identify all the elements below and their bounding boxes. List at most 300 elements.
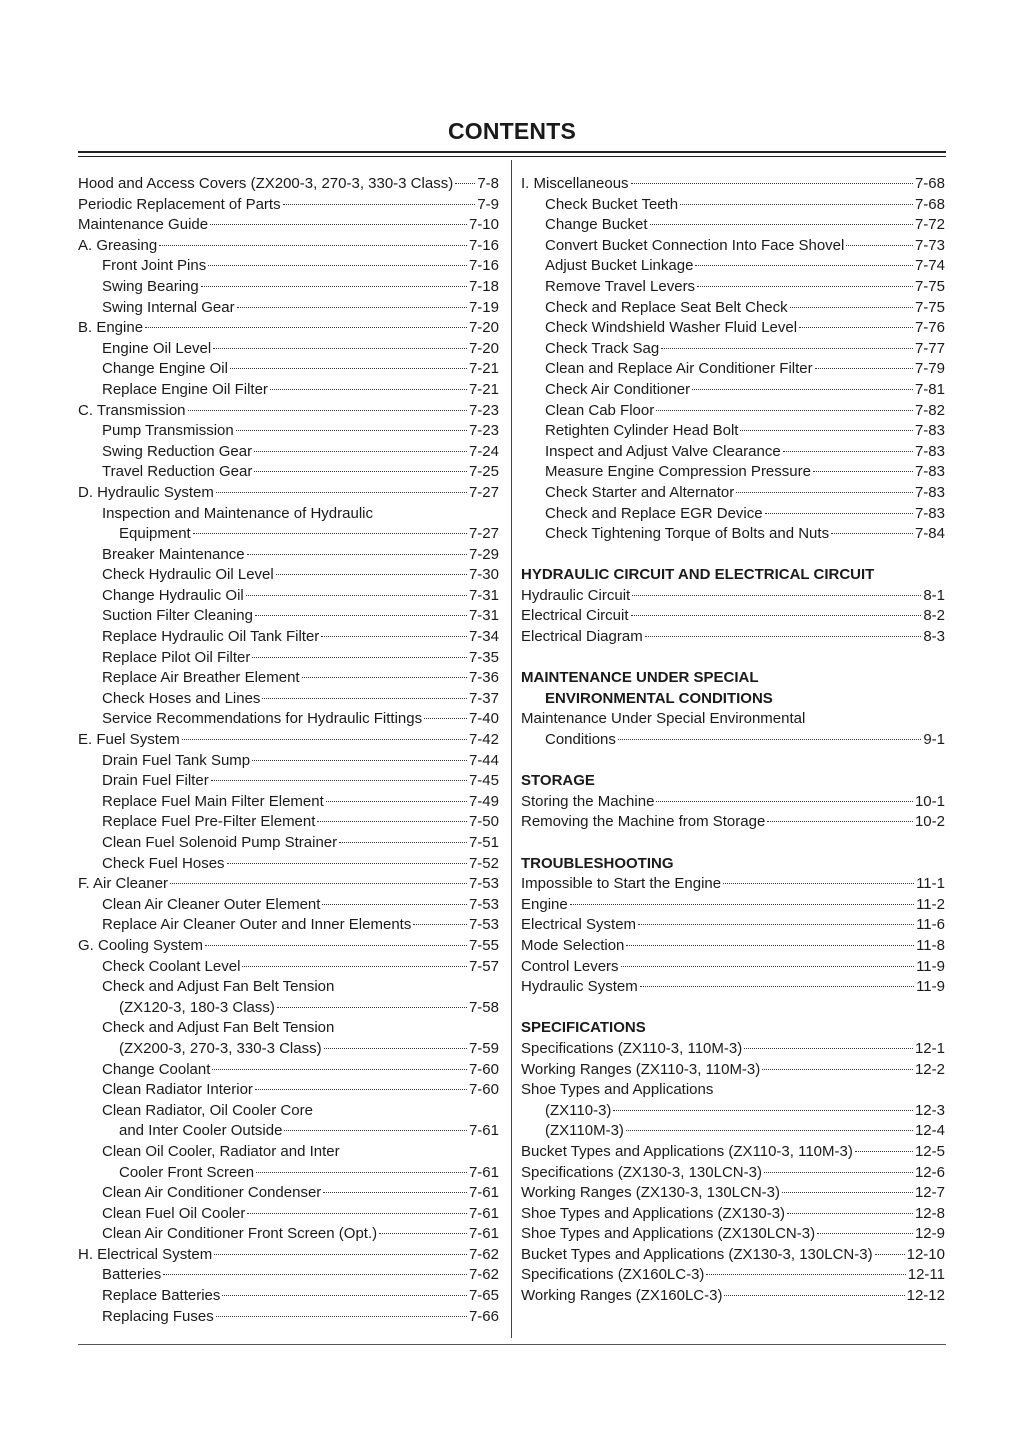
- toc-entry-label: Impossible to Start the Engine: [521, 875, 722, 893]
- dot-leader: [283, 204, 476, 205]
- toc-entry-page: 12-1: [914, 1039, 945, 1057]
- toc-entry-label: Bucket Types and Applications (ZX110-3, 110M-3): [521, 1142, 853, 1160]
- dot-leader: [815, 368, 913, 369]
- toc-entry[interactable]: [521, 174, 945, 195]
- toc-entry-page: 7-53: [468, 895, 499, 913]
- toc-entry[interactable]: [78, 1142, 499, 1163]
- toc-entry-label: C. Transmission: [78, 401, 186, 419]
- dot-leader: [618, 739, 921, 740]
- toc-entry[interactable]: [78, 730, 499, 751]
- toc-entry[interactable]: [78, 1121, 499, 1142]
- toc-entry[interactable]: [521, 1101, 945, 1122]
- toc-entry[interactable]: [78, 998, 499, 1019]
- toc-entry[interactable]: [78, 318, 499, 339]
- toc-entry[interactable]: [78, 236, 499, 257]
- toc-entry-page: 7-83: [914, 463, 945, 481]
- toc-entry-page: 7-30: [468, 566, 499, 584]
- toc-entry[interactable]: [521, 709, 945, 730]
- toc-entry[interactable]: [78, 483, 499, 504]
- toc-entry[interactable]: [521, 256, 945, 277]
- toc-entry-page: 7-58: [468, 998, 499, 1016]
- dot-leader: [413, 924, 467, 925]
- toc-entry-label: Replace Fuel Main Filter Element: [102, 792, 324, 810]
- toc-entry-label: Change Engine Oil: [102, 360, 228, 378]
- toc-entry-label: Measure Engine Compression Pressure: [545, 463, 811, 481]
- toc-entry[interactable]: [521, 1121, 945, 1142]
- toc-entry[interactable]: [78, 442, 499, 463]
- dot-leader: [846, 245, 913, 246]
- toc-entry-label: Maintenance Under Special Environmental: [521, 710, 806, 728]
- toc-entry[interactable]: [78, 298, 499, 319]
- toc-entry[interactable]: [521, 1183, 945, 1204]
- toc-entry-label: Front Joint Pins: [102, 257, 207, 275]
- toc-entry[interactable]: [78, 936, 499, 957]
- toc-entry[interactable]: [521, 359, 945, 380]
- toc-entry-page: 7-21: [468, 380, 499, 398]
- toc-entry-page: 8-2: [923, 607, 945, 625]
- toc-entry-page: 7-25: [468, 463, 499, 481]
- toc-entry[interactable]: [78, 256, 499, 277]
- toc-entry-label: Adjust Bucket Linkage: [545, 257, 694, 275]
- toc-entry[interactable]: [78, 421, 499, 442]
- toc-entry-label: Replace Pilot Oil Filter: [102, 648, 251, 666]
- toc-entry-page: 7-61: [468, 1122, 499, 1140]
- toc-entry-label: Shoe Types and Applications (ZX130-3): [521, 1204, 786, 1222]
- dot-leader: [855, 1151, 913, 1152]
- toc-entry-page: 12-12: [906, 1287, 945, 1305]
- toc-entry-page: 12-8: [914, 1204, 945, 1222]
- toc-entry[interactable]: [78, 359, 499, 380]
- toc-entry-label: Replace Hydraulic Oil Tank Filter: [102, 628, 320, 646]
- toc-entry-page: 7-81: [914, 380, 945, 398]
- toc-entry[interactable]: [78, 689, 499, 710]
- dot-leader: [379, 1233, 467, 1234]
- toc-entry-label: Clean Fuel Oil Cooler: [102, 1204, 246, 1222]
- toc-entry-label: Equipment: [119, 525, 191, 543]
- toc-entry-label: Breaker Maintenance: [102, 545, 245, 563]
- toc-entry-label: (ZX120-3, 180-3 Class): [119, 998, 275, 1016]
- toc-entry[interactable]: [78, 915, 499, 936]
- dot-leader: [201, 286, 467, 287]
- toc-entry-label: Check and Adjust Fan Belt Tension: [102, 978, 335, 996]
- toc-entry-label: Check Hydraulic Oil Level: [102, 566, 274, 584]
- dot-leader: [321, 636, 467, 637]
- toc-entry-label: Working Ranges (ZX110-3, 110M-3): [521, 1060, 761, 1078]
- toc-entry-page: 7-53: [468, 875, 499, 893]
- toc-entry-page: 7-60: [468, 1060, 499, 1078]
- toc-entry[interactable]: [78, 1204, 499, 1225]
- toc-entry-label: A. Greasing: [78, 236, 158, 254]
- toc-entry-page: 7-68: [914, 195, 945, 213]
- dot-leader: [211, 780, 467, 781]
- toc-entry[interactable]: [78, 524, 499, 545]
- toc-entry-label: Service Recommendations for Hydraulic Fittings: [102, 710, 423, 728]
- section-heading-maintenance-special: MAINTENANCE UNDER SPECIAL: [521, 669, 759, 687]
- section-heading-storage: STORAGE: [521, 772, 595, 790]
- toc-entry[interactable]: [78, 1060, 499, 1081]
- toc-entry-label: Check Coolant Level: [102, 957, 241, 975]
- toc-entry[interactable]: [78, 1265, 499, 1286]
- toc-entry[interactable]: [78, 586, 499, 607]
- toc-entry-page: 7-27: [468, 525, 499, 543]
- toc-entry-label: Control Levers: [521, 957, 619, 975]
- toc-entry-label: Storing the Machine: [521, 792, 655, 810]
- dot-leader: [276, 574, 467, 575]
- toc-entry[interactable]: [78, 1286, 499, 1307]
- toc-entry-label: Shoe Types and Applications (ZX130LCN-3): [521, 1225, 816, 1243]
- toc-entry[interactable]: [78, 1307, 499, 1328]
- toc-entry[interactable]: [521, 195, 945, 216]
- toc-entry-page: 7-61: [468, 1225, 499, 1243]
- toc-entry-label: Bucket Types and Applications (ZX130-3, 130LCN-3): [521, 1245, 873, 1263]
- toc-entry[interactable]: [521, 1163, 945, 1184]
- toc-entry[interactable]: [78, 1080, 499, 1101]
- toc-entry-label: Suction Filter Cleaning: [102, 607, 253, 625]
- toc-entry-label: Check Bucket Teeth: [545, 195, 679, 213]
- toc-entry[interactable]: [521, 874, 945, 895]
- toc-entry[interactable]: [521, 1265, 945, 1286]
- toc-entry[interactable]: [78, 627, 499, 648]
- dot-leader: [650, 224, 913, 225]
- toc-entry-label: Change Hydraulic Oil: [102, 586, 244, 604]
- toc-entry-label: Clean Cab Floor: [545, 401, 655, 419]
- toc-entry[interactable]: [521, 483, 945, 504]
- toc-entry[interactable]: [78, 195, 499, 216]
- toc-entry-label: Mode Selection: [521, 936, 625, 954]
- toc-entry[interactable]: [521, 380, 945, 401]
- toc-entry[interactable]: [521, 277, 945, 298]
- dot-leader: [277, 1007, 467, 1008]
- dot-leader: [324, 1048, 467, 1049]
- toc-entry-label: Hydraulic Circuit: [521, 586, 631, 604]
- toc-entry[interactable]: [521, 1039, 945, 1060]
- toc-entry-page: 7-60: [468, 1081, 499, 1099]
- toc-entry[interactable]: [78, 1245, 499, 1266]
- toc-entry-page: 7-35: [468, 648, 499, 666]
- dot-leader: [212, 1069, 467, 1070]
- toc-entry[interactable]: [78, 215, 499, 236]
- dot-leader: [736, 492, 913, 493]
- toc-entry-label: Check Air Conditioner: [545, 380, 691, 398]
- dot-leader: [799, 327, 913, 328]
- toc-entry[interactable]: [521, 524, 945, 545]
- dot-leader: [723, 883, 914, 884]
- toc-entry[interactable]: [521, 957, 945, 978]
- dot-leader: [208, 265, 467, 266]
- dot-leader: [638, 924, 914, 925]
- dot-leader: [170, 883, 467, 884]
- dot-leader: [163, 1274, 467, 1275]
- dot-leader: [706, 1274, 905, 1275]
- title-rule-thin: [78, 156, 946, 157]
- toc-entry[interactable]: [78, 380, 499, 401]
- toc-entry-label: Clean and Replace Air Conditioner Filter: [545, 360, 813, 378]
- toc-entry-label: Check Tightening Torque of Bolts and Nuts: [545, 525, 830, 543]
- dot-leader: [222, 1295, 467, 1296]
- dot-leader: [262, 698, 467, 699]
- dot-leader: [765, 513, 913, 514]
- toc-entry-page: 7-53: [468, 916, 499, 934]
- toc-entry-label: Retighten Cylinder Head Bolt: [545, 422, 739, 440]
- dot-leader: [692, 389, 913, 390]
- toc-entry-label: Electrical Diagram: [521, 628, 643, 646]
- toc-entry[interactable]: [521, 1224, 945, 1245]
- toc-entry-page: 11-1: [916, 875, 945, 893]
- toc-entry-page: 7-10: [468, 216, 499, 234]
- toc-entry-label: Check Windshield Washer Fluid Level: [545, 319, 798, 337]
- toc-entry-label: Hydraulic System: [521, 978, 638, 996]
- dot-leader: [767, 821, 913, 822]
- toc-entry-label: Hood and Access Covers (ZX200-3, 270-3, 330-3 Class): [78, 175, 454, 192]
- toc-entry[interactable]: [521, 936, 945, 957]
- section-heading-troubleshooting: TROUBLESHOOTING: [521, 854, 674, 872]
- toc-entry[interactable]: [78, 812, 499, 833]
- dot-leader: [656, 410, 913, 411]
- toc-entry-page: 12-6: [914, 1163, 945, 1181]
- toc-entry[interactable]: [78, 1224, 499, 1245]
- toc-entry[interactable]: [521, 895, 945, 916]
- toc-entry-label: Maintenance Guide: [78, 216, 209, 234]
- toc-entry[interactable]: [78, 977, 499, 998]
- toc-entry-page: 7-51: [468, 834, 499, 851]
- toc-entry-page: 11-9: [916, 957, 945, 975]
- toc-entry-label: (ZX110-3): [545, 1101, 612, 1119]
- toc-entry[interactable]: [78, 401, 499, 422]
- toc-entry[interactable]: [521, 401, 945, 422]
- hydraulic-electrical-list: [521, 586, 945, 648]
- dot-leader: [214, 1254, 467, 1255]
- toc-entry[interactable]: [521, 215, 945, 236]
- toc-entry[interactable]: [521, 812, 945, 833]
- toc-entry-label: Check and Replace EGR Device: [545, 504, 763, 522]
- toc-entry[interactable]: [521, 1142, 945, 1163]
- toc-entry-page: 7-61: [468, 1163, 499, 1181]
- toc-entry-page: 7-72: [914, 216, 945, 234]
- dot-leader: [724, 1295, 904, 1296]
- dot-leader: [813, 471, 913, 472]
- toc-entry-label: H. Electrical System: [78, 1245, 213, 1263]
- toc-entry[interactable]: [78, 606, 499, 627]
- toc-entry-label: Working Ranges (ZX130-3, 130LCN-3): [521, 1184, 781, 1202]
- toc-entry[interactable]: [78, 854, 499, 875]
- bottom-rule: [78, 1344, 946, 1345]
- toc-entry-page: 7-57: [468, 957, 499, 975]
- toc-entry-label: Clean Radiator Interior: [102, 1081, 253, 1099]
- dot-leader: [631, 183, 913, 184]
- right-column: [521, 174, 945, 1307]
- toc-entry-page: 7-20: [468, 339, 499, 357]
- toc-entry[interactable]: [78, 792, 499, 813]
- toc-entry[interactable]: [78, 833, 499, 854]
- toc-entry[interactable]: [521, 915, 945, 936]
- dot-leader: [631, 615, 922, 616]
- dot-leader: [236, 430, 467, 431]
- dot-leader: [626, 945, 914, 946]
- dot-leader: [787, 1213, 913, 1214]
- toc-entry-page: 12-9: [914, 1225, 945, 1243]
- dot-leader: [255, 615, 467, 616]
- dot-leader: [645, 636, 922, 637]
- storage-list: [521, 792, 945, 833]
- toc-entry[interactable]: [521, 1245, 945, 1266]
- toc-entry-page: 7-45: [468, 772, 499, 790]
- dot-leader: [247, 1213, 467, 1214]
- toc-entry[interactable]: [521, 298, 945, 319]
- toc-entry-page: 7-84: [914, 525, 945, 543]
- toc-entry[interactable]: [521, 462, 945, 483]
- toc-entry-label: and Inter Cooler Outside: [119, 1122, 283, 1140]
- toc-entry-label: Convert Bucket Connection Into Face Shovel: [545, 236, 845, 254]
- toc-entry-page: 12-11: [907, 1266, 945, 1284]
- column-divider: [511, 160, 512, 1338]
- toc-entry-page: 7-79: [914, 360, 945, 378]
- dot-leader: [242, 966, 467, 967]
- toc-entry[interactable]: [78, 1018, 499, 1039]
- toc-entry[interactable]: [521, 586, 945, 607]
- dot-leader: [613, 1110, 913, 1111]
- toc-entry-label: Periodic Replacement of Parts: [78, 195, 281, 213]
- dot-leader: [626, 1130, 913, 1131]
- toc-entry-page: 7-42: [468, 731, 499, 749]
- toc-entry[interactable]: [78, 751, 499, 772]
- toc-entry-page: 7-83: [914, 422, 945, 440]
- toc-entry[interactable]: [78, 668, 499, 689]
- toc-entry-page: 7-83: [914, 504, 945, 522]
- toc-entry[interactable]: [521, 318, 945, 339]
- dot-leader: [762, 1069, 913, 1070]
- dot-leader: [254, 471, 467, 472]
- toc-entry[interactable]: [521, 339, 945, 360]
- toc-entry-page: 7-18: [468, 277, 499, 295]
- toc-entry-label: Inspection and Maintenance of Hydraulic: [102, 504, 373, 522]
- toc-entry-page: 11-8: [916, 936, 945, 954]
- dot-leader: [193, 533, 467, 534]
- toc-entry-label: Conditions: [545, 731, 616, 749]
- toc-entry-label: Replace Air Breather Element: [102, 669, 300, 687]
- toc-entry[interactable]: [521, 606, 945, 627]
- dot-leader: [210, 224, 467, 225]
- toc-entry-label: Removing the Machine from Storage: [521, 813, 766, 831]
- dot-leader: [621, 966, 915, 967]
- toc-entry-page: 7-9: [477, 195, 499, 213]
- dot-leader: [256, 1172, 467, 1173]
- dot-leader: [656, 801, 913, 802]
- dot-leader: [680, 204, 913, 205]
- toc-entry[interactable]: [78, 1183, 499, 1204]
- toc-entry[interactable]: [521, 792, 945, 813]
- toc-entry-page: 7-73: [914, 236, 945, 254]
- toc-entry[interactable]: [78, 957, 499, 978]
- toc-entry-label: Engine Oil Level: [102, 339, 212, 357]
- toc-entry[interactable]: [521, 1286, 945, 1307]
- toc-entry[interactable]: [521, 236, 945, 257]
- toc-entry-label: Working Ranges (ZX160LC-3): [521, 1287, 723, 1305]
- toc-entry-page: 7-66: [468, 1307, 499, 1325]
- dot-leader: [145, 327, 467, 328]
- toc-entry-page: 9-1: [923, 731, 945, 749]
- toc-entry[interactable]: [521, 1080, 945, 1101]
- dot-leader: [252, 760, 467, 761]
- section-heading-hydraulic-electrical: HYDRAULIC CIRCUIT AND ELECTRICAL CIRCUIT: [521, 566, 875, 584]
- toc-entry[interactable]: [78, 174, 499, 195]
- toc-entry-label: Shoe Types and Applications: [521, 1081, 714, 1099]
- dot-leader: [875, 1254, 905, 1255]
- toc-entry[interactable]: [78, 277, 499, 298]
- dot-leader: [831, 533, 913, 534]
- toc-entry-page: 7-82: [914, 401, 945, 419]
- toc-entry-label: Replace Fuel Pre-Filter Element: [102, 813, 316, 831]
- toc-entry-page: 8-1: [923, 586, 945, 604]
- toc-entry-page: 7-8: [477, 175, 499, 192]
- toc-entry[interactable]: [521, 977, 945, 998]
- toc-entry-label: Clean Oil Cooler, Radiator and Inter: [102, 1142, 340, 1160]
- dot-leader: [764, 1172, 913, 1173]
- toc-entry-page: 7-50: [468, 813, 499, 831]
- dot-leader: [339, 842, 467, 843]
- toc-entry-label: Engine: [521, 895, 568, 913]
- dot-leader: [317, 821, 467, 822]
- dot-leader: [740, 430, 913, 431]
- toc-entry[interactable]: [78, 771, 499, 792]
- toc-entry-page: 10-1: [914, 792, 945, 810]
- toc-entry-label: Clean Air Cleaner Outer Element: [102, 895, 321, 913]
- toc-entry[interactable]: [521, 1204, 945, 1225]
- toc-entry-label: Replace Air Cleaner Outer and Inner Elements: [102, 916, 412, 934]
- toc-entry[interactable]: [78, 895, 499, 916]
- section-heading-maintenance-special-line2: ENVIRONMENTAL CONDITIONS: [545, 689, 773, 707]
- toc-entry-label: Replacing Fuses: [102, 1307, 214, 1325]
- toc-entry-page: 7-55: [468, 936, 499, 954]
- toc-entry[interactable]: [78, 1163, 499, 1184]
- toc-entry[interactable]: [78, 1039, 499, 1060]
- toc-entry-page: 7-52: [468, 854, 499, 872]
- toc-entry-label: (ZX110M-3): [545, 1122, 624, 1140]
- toc-entry[interactable]: [78, 565, 499, 586]
- toc-entry-label: Remove Travel Levers: [545, 277, 696, 295]
- dot-leader: [661, 348, 913, 349]
- toc-entry[interactable]: [78, 1101, 499, 1122]
- toc-entry-page: 7-83: [914, 483, 945, 501]
- toc-entry[interactable]: [78, 462, 499, 483]
- toc-entry[interactable]: [521, 504, 945, 525]
- toc-entry[interactable]: [78, 874, 499, 895]
- toc-entry-label: Drain Fuel Tank Sump: [102, 751, 251, 769]
- toc-entry-page: 12-4: [914, 1122, 945, 1140]
- toc-entry[interactable]: [78, 339, 499, 360]
- toc-entry-label: Cooler Front Screen: [119, 1163, 255, 1181]
- toc-entry-page: 7-75: [914, 298, 945, 316]
- toc-entry-page: 11-6: [916, 916, 945, 934]
- toc-entry[interactable]: [78, 545, 499, 566]
- toc-entry[interactable]: [521, 1060, 945, 1081]
- toc-entry[interactable]: [521, 421, 945, 442]
- toc-entry-page: 7-24: [468, 442, 499, 460]
- dot-leader: [455, 183, 475, 184]
- dot-leader: [159, 245, 467, 246]
- toc-entry[interactable]: [521, 730, 945, 751]
- toc-entry[interactable]: [78, 709, 499, 730]
- toc-entry-page: 11-9: [916, 978, 945, 996]
- toc-entry-label: D. Hydraulic System: [78, 483, 214, 501]
- dot-leader: [216, 492, 467, 493]
- toc-entry[interactable]: [78, 504, 499, 525]
- toc-entry[interactable]: [78, 648, 499, 669]
- toc-entry[interactable]: [521, 627, 945, 648]
- toc-entry-label: F. Air Cleaner: [78, 875, 169, 893]
- dot-leader: [640, 986, 914, 987]
- toc-entry[interactable]: [521, 442, 945, 463]
- toc-entry-label: Change Coolant: [102, 1060, 211, 1078]
